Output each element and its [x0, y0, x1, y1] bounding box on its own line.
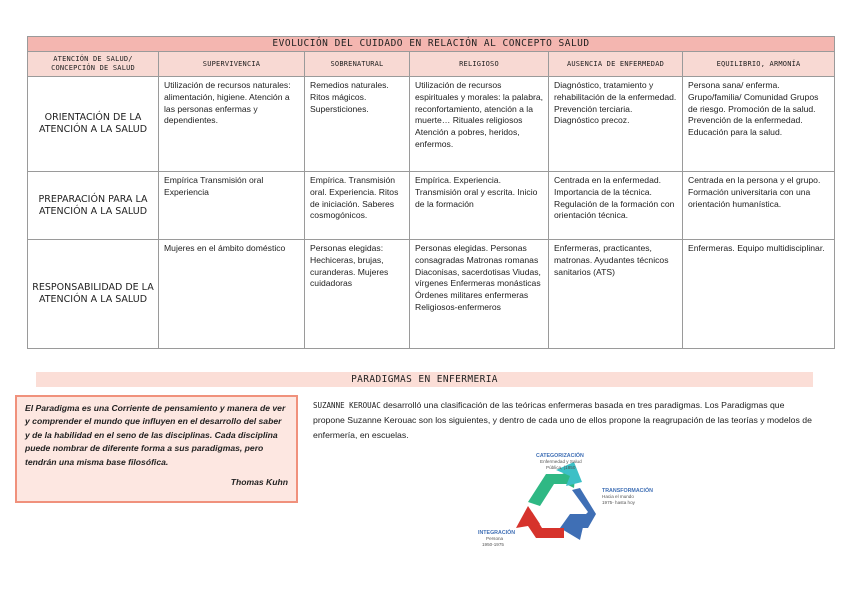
cell-text: Empírica. Experiencia. Transmisión oral y escrita. Inicio de la formación	[415, 175, 538, 209]
kerouac-name: SUZANNE KEROUAC	[313, 401, 381, 410]
cell-text: Utilización de recursos espirituales y morales: la palabra, reconfortamiento, atención a la muerte… Rituales religiosos Atención a pobres, heridos, enfermos.	[415, 80, 544, 149]
label-categorizacion-title: CATEGORIZACIÓN	[536, 453, 584, 459]
table-cell	[410, 240, 549, 349]
table-cell	[410, 172, 549, 240]
label-integracion-line2: 1950-1975	[482, 542, 504, 547]
table-cell	[549, 240, 683, 349]
paradigms-cycle-diagram	[470, 448, 670, 556]
kuhn-quote-box	[15, 395, 298, 503]
evolution-table	[27, 36, 835, 349]
header-supervivencia: SUPERVIVENCIA	[159, 52, 305, 77]
paradigms-title: PARADIGMAS EN ENFERMERIA	[36, 372, 813, 387]
table-cell	[305, 240, 410, 349]
cell-text: Empírica Transmisión oral Experiencia	[164, 175, 264, 197]
label-integracion-line1: Persona	[486, 536, 504, 541]
kerouac-description: desarrolló una clasificación de las teóricas enfermeras basada en tres paradigmas. Los Paradigmas que propone Suzanne Kerouac son los siguientes, y dentro de cada uno de ellos propone la reagrupación de las teorías y modelos de enfermería, en escuelas.	[313, 400, 812, 440]
header-ausencia: AUSENCIA DE ENFERMEDAD	[549, 52, 683, 77]
header-sobrenatural: SOBRENATURAL	[305, 52, 410, 77]
label-integracion-title: INTEGRACIÓN	[478, 530, 516, 536]
label-transformacion-title: TRANSFORMACIÓN	[602, 488, 653, 494]
header-religioso: RELIGIOSO	[410, 52, 549, 77]
table-cell	[683, 77, 835, 172]
header-concept-line1: ATENCIÓN DE SALUD/	[53, 55, 133, 63]
table-cell	[683, 172, 835, 240]
table-cell	[159, 172, 305, 240]
row-label-orientacion: ORIENTACIÓN DE LA ATENCIÓN A LA SALUD	[28, 77, 159, 172]
label-transformacion-line1: Hacia el mundo	[602, 494, 634, 499]
table-row-preparacion	[28, 172, 835, 240]
cell-text: Enfermeras. Equipo multidisciplinar.	[688, 243, 825, 253]
table-cell	[683, 240, 835, 349]
kerouac-paragraph	[313, 398, 813, 442]
quote-text: El Paradigma es una Corriente de pensamiento y manera de ver y comprender el mundo que influyen en el desarrollo del saber y de la habilidad en el seno de las disciplinas. Cada disciplina puede nombrar de diferente forma a sus paradigmas, pero tendrán una misma base filosófica.	[25, 403, 286, 467]
cell-text: Personas elegidas. Personas consagradas Matronas romanas Diaconisas, sacerdotisas Viudas, vírgenes Enfermeras monásticas Órdenes militares enfermeras Religiosos-enfermeros	[415, 243, 541, 312]
table-title: EVOLUCIÓN DEL CUIDADO EN RELACIÓN AL CONCEPTO SALUD	[28, 37, 835, 52]
cell-text: Utilización de recursos naturales: alimentación, higiene. Atención a las personas enfermas y dependientes.	[164, 80, 291, 126]
header-concept	[28, 52, 159, 77]
label-categorizacion-line2: Pública, (1850	[546, 465, 576, 470]
row-label-responsabilidad: RESPONSABILIDAD DE LA ATENCIÓN A LA SALUD	[28, 240, 159, 349]
table-cell	[305, 172, 410, 240]
table-cell	[549, 172, 683, 240]
label-categorizacion-line1: Enfermedad y Salud	[540, 459, 582, 464]
table-cell	[549, 77, 683, 172]
table-header-row	[28, 52, 835, 77]
cell-text: Centrada en la enfermedad. Importancia de la técnica. Regulación de la formación con orientación técnica.	[554, 175, 675, 221]
cell-text: Personas elegidas: Hechiceras, brujas, curanderas. Mujeres cuidadoras	[310, 243, 389, 289]
header-concept-line2: CONCEPCIÓN DE SALUD	[51, 64, 135, 72]
quote-author: Thomas Kuhn	[230, 477, 288, 488]
table-cell	[159, 77, 305, 172]
cell-text: Enfermeras, practicantes, matronas. Ayudantes técnicos sanitarios (ATS)	[554, 243, 669, 277]
label-transformacion-line2: 1975- hasta hoy	[602, 500, 635, 505]
cell-text: Diagnóstico, tratamiento y rehabilitación de la enfermedad. Prevención terciaria. Diagnóstico precoz.	[554, 80, 677, 126]
cell-text: Empírica. Transmisión oral. Experiencia. Ritos de iniciación. Saberes cosmogónicos.	[310, 175, 399, 221]
table-cell	[410, 77, 549, 172]
header-equilibrio: EQUILIBRIO, ARMONÍA	[683, 52, 835, 77]
table-row-orientacion	[28, 77, 835, 172]
row-label-preparacion: PREPARACIÓN PARA LA ATENCIÓN A LA SALUD	[28, 172, 159, 240]
cell-text: Remedios naturales. Ritos mágicos. Supersticiones.	[310, 80, 389, 114]
table-cell	[159, 240, 305, 349]
cell-text: Centrada en la persona y el grupo. Formación universitaria con una orientación humanística.	[688, 175, 821, 209]
table-row-responsabilidad	[28, 240, 835, 349]
cell-text: Mujeres en el ámbito doméstico	[164, 243, 286, 253]
cell-text: Persona sana/ enferma. Grupo/familia/ Comunidad Grupos de riesgo. Promoción de la salud. Prevención de la enfermedad. Educación para la salud.	[688, 80, 819, 138]
table-cell	[305, 77, 410, 172]
